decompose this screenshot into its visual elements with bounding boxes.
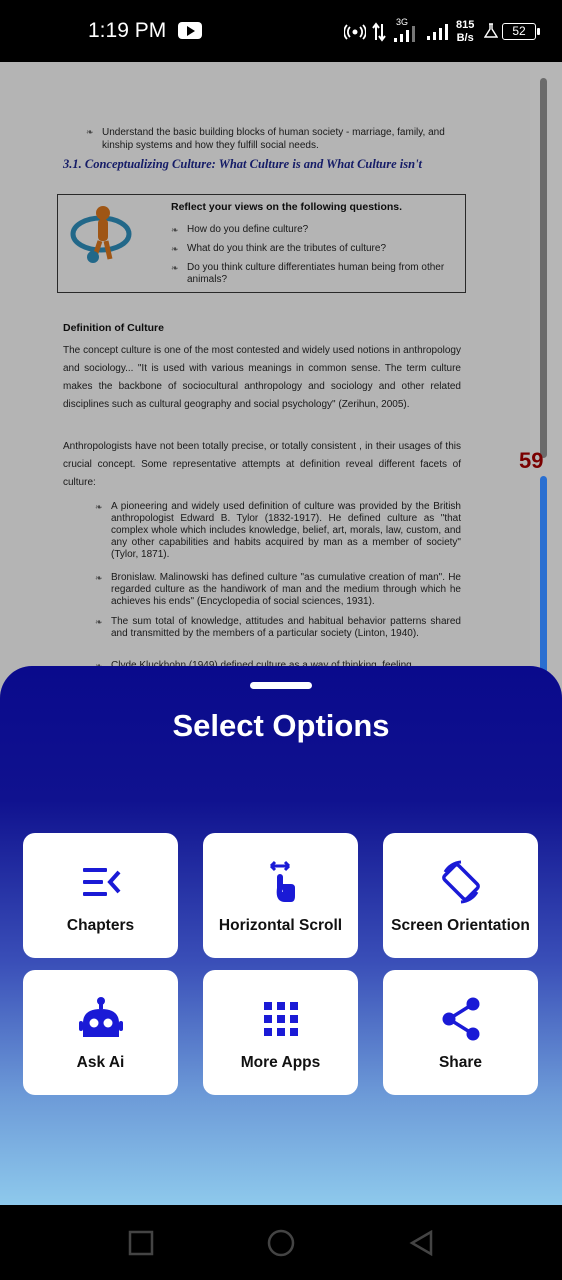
robot-icon	[77, 995, 125, 1043]
ask-ai-button[interactable]	[23, 970, 178, 1095]
definition-heading: Definition of Culture	[63, 322, 164, 334]
status-icons	[344, 18, 474, 46]
drag-handle[interactable]	[250, 682, 312, 689]
sheet-title: Select Options	[172, 708, 390, 743]
page-number: 59	[519, 448, 544, 473]
intro-bullet: ❧ Understand the basic building blocks of human society - marriage, family, and kinship systems and how they fulfill social needs.	[86, 126, 462, 152]
signal-icon	[392, 23, 420, 45]
horizontal-scroll-icon	[257, 858, 305, 906]
share-button[interactable]	[383, 970, 538, 1095]
option-label: More Apps	[240, 1054, 321, 1071]
net-speed: 815 B/s	[456, 19, 475, 44]
reflect-title: Reflect your views on the following questions.	[171, 201, 403, 213]
signal-icon-2	[426, 22, 450, 42]
definition-list-item: ❧ The sum total of knowledge, attitudes and habitual behavior patterns shared and transmitted by the members of a particular society (Linton, 1940).	[95, 616, 461, 640]
horizontal-scroll-button[interactable]	[203, 833, 358, 958]
system-nav-bar	[0, 1205, 562, 1280]
section-heading: 3.1. Conceptualizing Culture: What Culture is and What Culture isn't	[63, 157, 423, 171]
option-label: Chapters	[66, 917, 135, 934]
status-time: 1:19 PM	[88, 19, 167, 42]
scrollbar-thumb[interactable]	[540, 476, 547, 676]
status-bar	[0, 0, 562, 62]
chapters-button[interactable]	[23, 833, 178, 958]
definition-list-item: ❧ A pioneering and widely used definition of culture was provided by the British anthropologist Edward B. Tylor (1832-1917). He defined culture as "that complex whole which includes knowledge, belief, art, morals, law, custom, and any other capabilities and habits acquired by man as a member of society"(Tylor, 1871).	[95, 501, 461, 561]
options-bottom-sheet	[0, 666, 562, 1205]
document-page	[0, 62, 530, 702]
reflect-question: ❧ Do you think culture differentiates human being from other animals?	[171, 262, 461, 286]
signal-3g: 3G	[392, 21, 420, 43]
scrollbar-track[interactable]	[540, 78, 547, 458]
grid-icon	[257, 995, 305, 1043]
hotspot-icon	[344, 23, 366, 41]
home-circle-icon[interactable]	[267, 1229, 295, 1257]
reflect-box	[57, 194, 466, 293]
reflect-question: ❧ What do you think are the tributes of culture?	[171, 243, 461, 255]
screen-orientation-icon	[437, 858, 485, 906]
youtube-notification-icon	[178, 22, 202, 39]
option-label: Share	[438, 1054, 483, 1071]
option-label: Ask Ai	[76, 1054, 125, 1071]
thinking-figure-icon	[68, 201, 134, 267]
lab-flask-icon	[484, 23, 498, 39]
reflect-question: ❧ How do you define culture?	[171, 224, 461, 236]
battery-indicator: 52	[502, 23, 536, 40]
paragraph: The concept culture is one of the most contested and widely used notions in anthropology and sociology... "It is used with various meanings in common sense. The term culture makes the backbone of sociocultural anthropology and sociology and other related disciplines such as cultural geography and social psychology" (Zerihun, 2005).	[63, 345, 461, 410]
option-label: Screen Orientation	[391, 917, 530, 934]
back-triangle-icon[interactable]	[409, 1230, 435, 1256]
chapters-icon	[77, 858, 125, 906]
data-transfer-icon	[372, 22, 386, 42]
definition-list-item: ❧ Bronislaw. Malinowski has defined culture "as cumulative creation of man". He regarded culture as the handiwork of man and the medium through which he achieves his ends" (Encyclopedia of social sciences, 1931).	[95, 572, 461, 608]
more-apps-button[interactable]	[203, 970, 358, 1095]
paragraph: Anthropologists have not been totally precise, or totally consistent , in their usages of this crucial concept. Some representative attempts at definition reveal different facets of culture:	[63, 441, 461, 488]
share-icon	[437, 995, 485, 1043]
screen-orientation-button[interactable]	[383, 833, 538, 958]
option-label: Horizontal Scroll	[218, 917, 343, 934]
recents-square-icon[interactable]	[128, 1230, 154, 1256]
